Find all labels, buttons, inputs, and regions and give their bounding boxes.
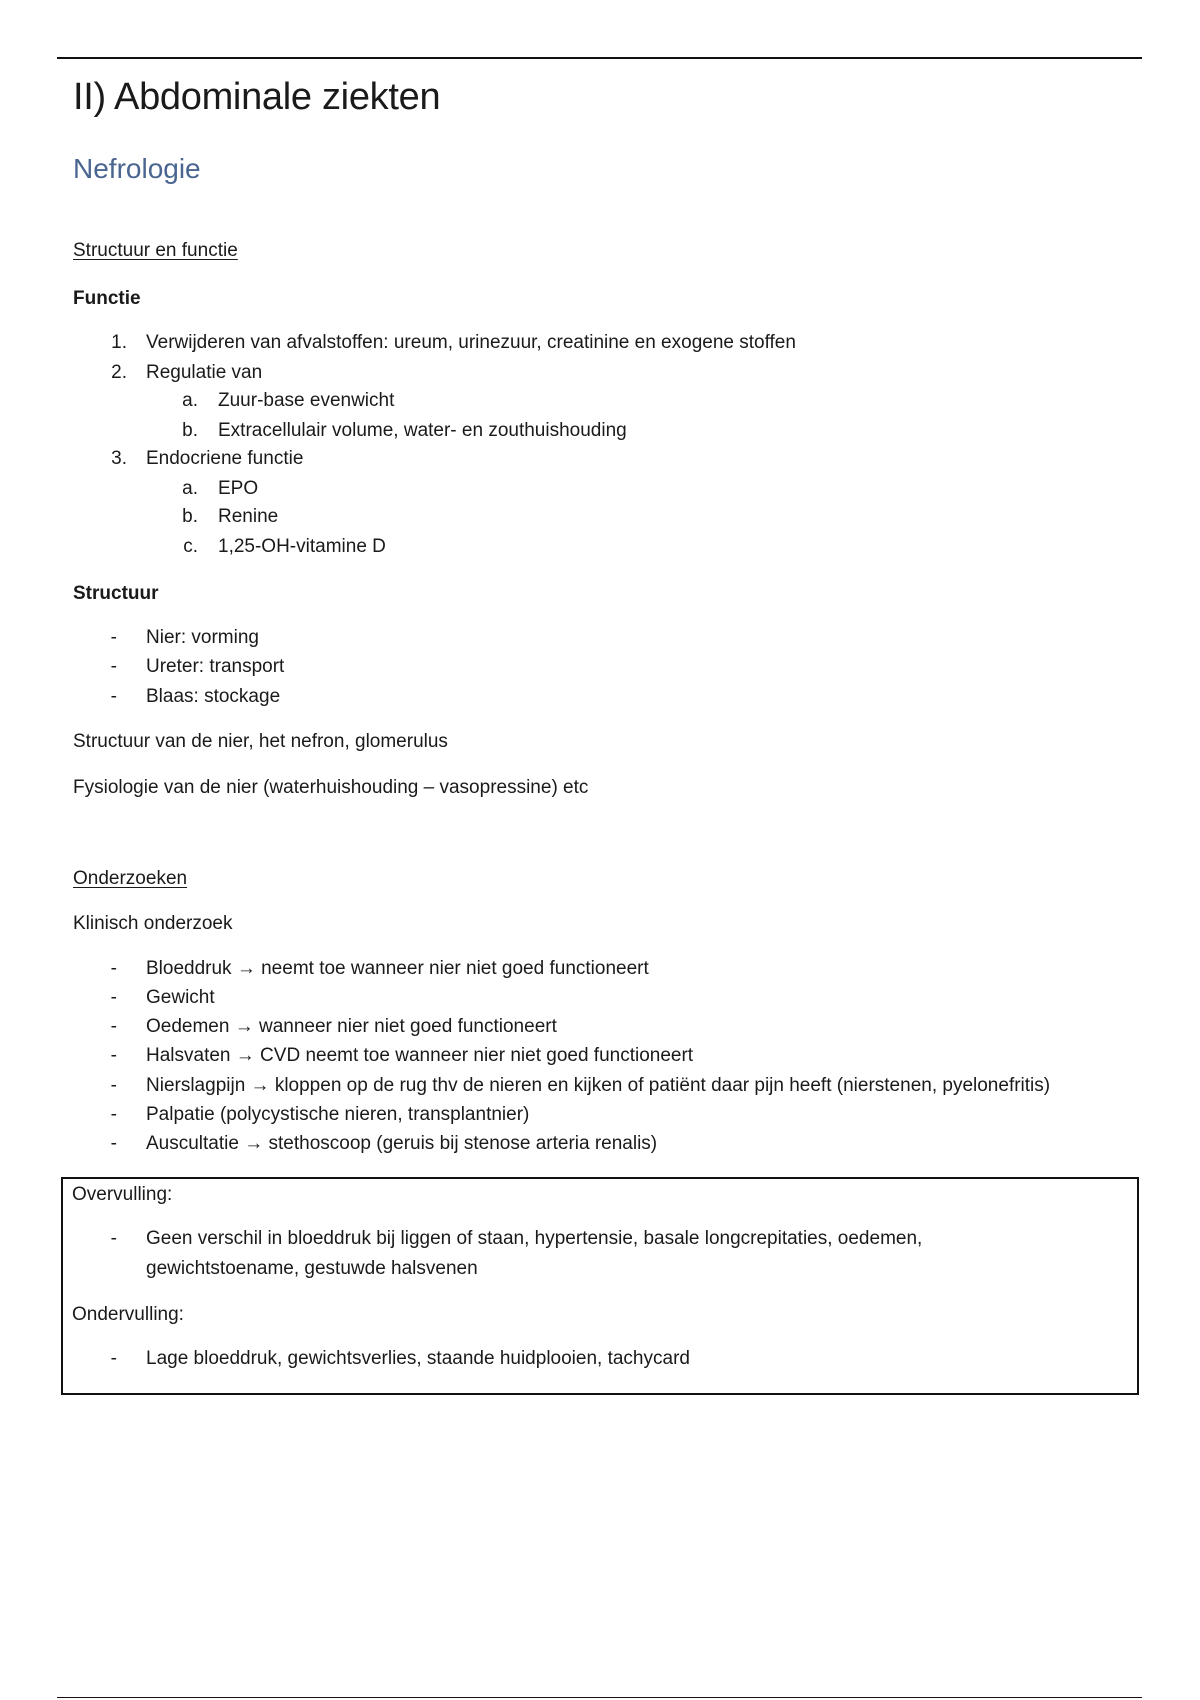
- list-marker: 1.: [111, 332, 127, 353]
- list-item-text: 1,25-OH-vitamine D: [218, 536, 386, 557]
- list-item-text: Endocriene functie: [146, 448, 304, 469]
- list-item-text: Geen verschil in bloeddruk bij liggen of staan, hypertensie, basale longcrepitaties, oedemen,: [146, 1228, 923, 1249]
- list-marker: -: [110, 1348, 117, 1369]
- list-marker: -: [110, 1133, 117, 1154]
- list-marker: -: [110, 987, 117, 1008]
- heading-structuur: Structuur: [73, 583, 159, 604]
- list-marker: -: [110, 1104, 117, 1125]
- list-item-text: EPO: [218, 478, 259, 499]
- label-overvulling: Overvulling:: [72, 1184, 173, 1205]
- list-marker: c.: [183, 536, 198, 557]
- list-item-text: Extracellulair volume, water- en zouthuishouding: [218, 420, 627, 441]
- list-marker: -: [110, 958, 117, 979]
- section-title: Nefrologie: [73, 153, 201, 184]
- list-marker: 3.: [111, 448, 127, 469]
- paragraph: Fysiologie van de nier (waterhuishouding – vasopressine) etc: [73, 777, 589, 798]
- list-marker: a.: [182, 478, 198, 499]
- page-title: II) Abdominale ziekten: [73, 76, 441, 118]
- list-item-text: Verwijderen van afvalstoffen: ureum, urinezuur, creatinine en exogene stoffen: [146, 332, 796, 353]
- bottom-rule: [57, 1697, 1142, 1698]
- list-marker: a.: [182, 390, 198, 411]
- list-marker: -: [110, 1016, 117, 1037]
- list-marker: 2.: [111, 362, 127, 383]
- heading-onderzoeken: Onderzoeken: [73, 868, 188, 889]
- list-item-text: Gewicht: [146, 987, 215, 1008]
- list-item-text: Nier: vorming: [146, 627, 259, 648]
- list-item-text: Oedemen → wanneer nier niet goed functioneert: [146, 1016, 557, 1037]
- list-marker: -: [110, 686, 117, 707]
- list-item-text: Palpatie (polycystische nieren, transplantnier): [146, 1104, 530, 1125]
- list-item-text: gewichtstoename, gestuwde halsvenen: [146, 1258, 478, 1279]
- paragraph: Structuur van de nier, het nefron, glomerulus: [73, 731, 448, 752]
- label-ondervulling: Ondervulling:: [72, 1304, 184, 1325]
- list-item-text: Zuur-base evenwicht: [218, 390, 395, 411]
- top-rule: [57, 57, 1142, 59]
- heading-functie: Functie: [73, 288, 141, 309]
- list-marker: -: [110, 627, 117, 648]
- list-marker: b.: [182, 420, 198, 441]
- list-item-text: Nierslagpijn → kloppen op de rug thv de nieren en kijken of patiënt daar pijn heeft (nierstenen, pyelonefritis): [146, 1075, 1051, 1096]
- list-item-text: Blaas: stockage: [146, 686, 281, 707]
- list-item-text: Renine: [218, 506, 279, 527]
- list-item-text: Bloeddruk → neemt toe wanneer nier niet goed functioneert: [146, 958, 649, 979]
- list-marker: -: [110, 1075, 117, 1096]
- list-item-text: Ureter: transport: [146, 656, 285, 677]
- list-marker: -: [110, 1045, 117, 1066]
- list-marker: -: [110, 656, 117, 677]
- list-marker: b.: [182, 506, 198, 527]
- list-item-text: Halsvaten → CVD neemt toe wanneer nier niet goed functioneert: [146, 1045, 694, 1066]
- list-item-text: Lage bloeddruk, gewichtsverlies, staande huidplooien, tachycard: [146, 1348, 690, 1369]
- list-marker: -: [110, 1228, 117, 1249]
- paragraph-klinisch-onderzoek: Klinisch onderzoek: [73, 913, 233, 934]
- list-item-text: Auscultatie → stethoscoop (geruis bij stenose arteria renalis): [146, 1133, 658, 1154]
- heading-structuur-en-functie: Structuur en functie: [73, 240, 238, 261]
- list-item-text: Regulatie van: [146, 362, 263, 383]
